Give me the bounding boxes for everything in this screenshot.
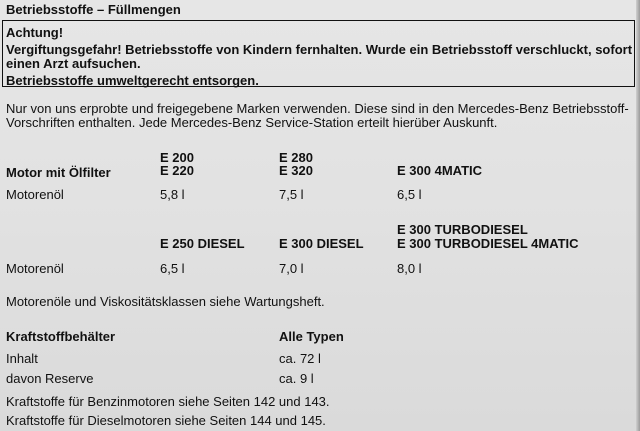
value-oil-e250-diesel: 6,5 l — [160, 261, 185, 276]
fuel-row-reserve-value: ca. 9 l — [279, 371, 314, 386]
oil-viscosity-note: Motorenöle und Viskositätsklassen siehe Wartungsheft. — [6, 294, 325, 309]
value-oil-e300-diesel: 7,0 l — [279, 261, 304, 276]
row-label-engine-oil: Motorenöl — [6, 187, 64, 202]
model-e280: E 280 — [279, 150, 313, 165]
warning-heading: Achtung! — [6, 25, 64, 40]
model-e300-turbodiesel-4matic: E 300 TURBODIESEL 4MATIC — [397, 236, 579, 251]
fuel-row-reserve-label: davon Reserve — [6, 371, 94, 386]
row-label-engine-oil-2: Motorenöl — [6, 261, 64, 276]
model-e300-4matic: E 300 4MATIC — [397, 163, 483, 178]
fuel-row-capacity-value: ca. 72 l — [279, 351, 321, 366]
page-edge-shadow — [636, 0, 640, 431]
fuel-ref-diesel: Kraftstoffe für Dieselmotoren siehe Seiten 144 und 145. — [6, 413, 326, 428]
fuel-tank-heading: Kraftstoffbehälter — [6, 329, 116, 344]
section-label-engine-oil-filter: Motor mit Ölfilter — [6, 165, 111, 180]
model-e300-diesel: E 300 DIESEL — [279, 236, 364, 251]
fuel-ref-petrol: Kraftstoffe für Benzinmotoren siehe Seiten 142 und 143. — [6, 394, 330, 409]
fuel-row-capacity-label: Inhalt — [6, 351, 38, 366]
warning-text-line2: einen Arzt aufsuchen. — [6, 56, 141, 71]
warning-disposal-text: Betriebsstoffe umweltgerecht entsorgen. — [6, 73, 259, 88]
value-oil-e300-4matic: 6,5 l — [397, 187, 422, 202]
value-oil-e200-e220: 5,8 l — [160, 187, 185, 202]
warning-text-line1: Vergiftungsgefahr! Betriebsstoffe von Kindern fernhalten. Wurde ein Betriebsstoff verschluckt, sofort — [6, 42, 633, 57]
page-title: Betriebsstoffe – Füllmengen — [6, 2, 181, 17]
model-e320: E 320 — [279, 163, 313, 178]
model-e220: E 220 — [160, 163, 194, 178]
model-e300-turbodiesel: E 300 TURBODIESEL — [397, 222, 528, 237]
intro-line2: Vorschriften enthalten. Jede Mercedes-Benz Service-Station erteilt hierüber Auskunft. — [6, 115, 498, 130]
model-e250-diesel: E 250 DIESEL — [160, 236, 245, 251]
fuel-tank-column-all-types: Alle Typen — [279, 329, 344, 344]
model-e200: E 200 — [160, 150, 194, 165]
intro-line1: Nur von uns erprobte und freigegebene Marken verwenden. Diese sind in den Mercedes-Benz Betriebsstoff- — [6, 101, 629, 116]
value-oil-e300-turbodiesel: 8,0 l — [397, 261, 422, 276]
value-oil-e280-e320: 7,5 l — [279, 187, 304, 202]
